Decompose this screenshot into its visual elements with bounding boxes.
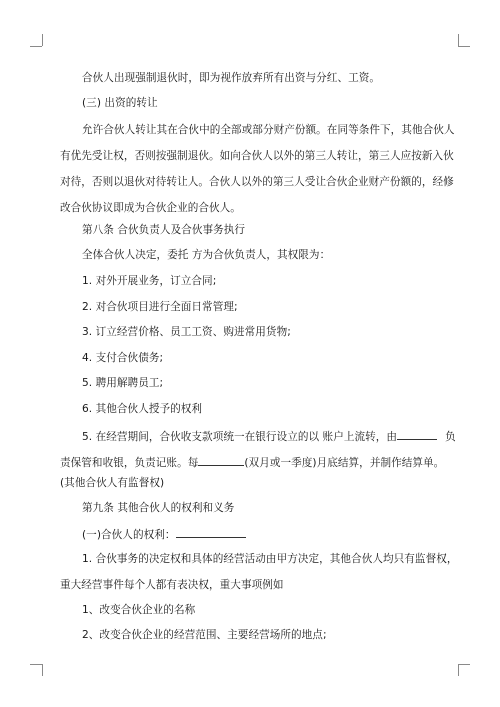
text-line-with-blank [82,428,456,444]
text-line: 重大经营事件每个人都有表决权，重大事项例如 [60,579,284,591]
text-segment: 5. 在经营期间，合伙收支款项统一在银行设立的以 账户上流转，由 [82,431,398,443]
list-item: 3. 订立经营价格、员工工资、购进常用货物; [82,326,291,338]
list-item: 2、改变合伙企业的经营范围、主要经营场所的地点; [82,629,327,641]
text-line: 改合伙协议即成为合伙企业的合伙人。 [60,202,241,214]
text-line: 1. 合伙事务的决定权和具体的经营活动由甲方决定，其他合伙人均只有监督权， [82,553,458,565]
text-line: 全体合伙人决定，委托 方为合伙负责人，其权限为： [82,249,331,261]
text-line: (其他合伙人有监督权) [60,477,165,489]
list-item: 4. 支付合伙债务; [82,352,164,364]
list-item: 1. 对外开展业务，订立合同; [82,275,217,287]
text-line-with-blank [60,454,444,470]
text-line: 合伙人出现强制退伙时，即为视作放弃所有出资与分红、工资。 [82,72,381,84]
text-line: 有优先受让权，否则按强制退伙。如向合伙人以外的第三人转让，第三人应按新入伙 [60,150,454,162]
fill-in-blank [176,526,246,538]
article-heading: 第八条 合伙负责人及合伙事务执行 [82,224,246,236]
text-line-with-blank [82,526,246,542]
article-heading: 第九条 其他合伙人的权利和义务 [82,502,235,514]
fill-in-blank [397,428,437,440]
text-segment: 责保管和收银，负责记账。每 [60,457,199,469]
list-item: 5. 聘用解聘员工; [82,377,164,389]
list-item: 6. 其他合伙人授予的权利 [82,403,203,415]
text-line: 允许合伙人转让其在合伙中的全部或部分财产份额。在同等条件下，其他合伙人 [82,124,455,136]
list-item: 2. 对合伙项目进行全面日常管理; [82,301,238,313]
text-segment: (一)合伙人的权利： [82,529,176,541]
text-segment: (双月或一季度)月底结算，并制作结算单。 [244,457,445,469]
text-line: 对待，否则以退伙对待转让人。合伙人以外的第三人受让合伙企业财产份额的，经修 [60,176,454,188]
text-segment: 负 [445,431,456,443]
section-heading: (三) 出资的转让 [82,97,158,109]
list-item: 1、改变合伙企业的名称 [82,604,196,616]
fill-in-blank [198,454,244,466]
